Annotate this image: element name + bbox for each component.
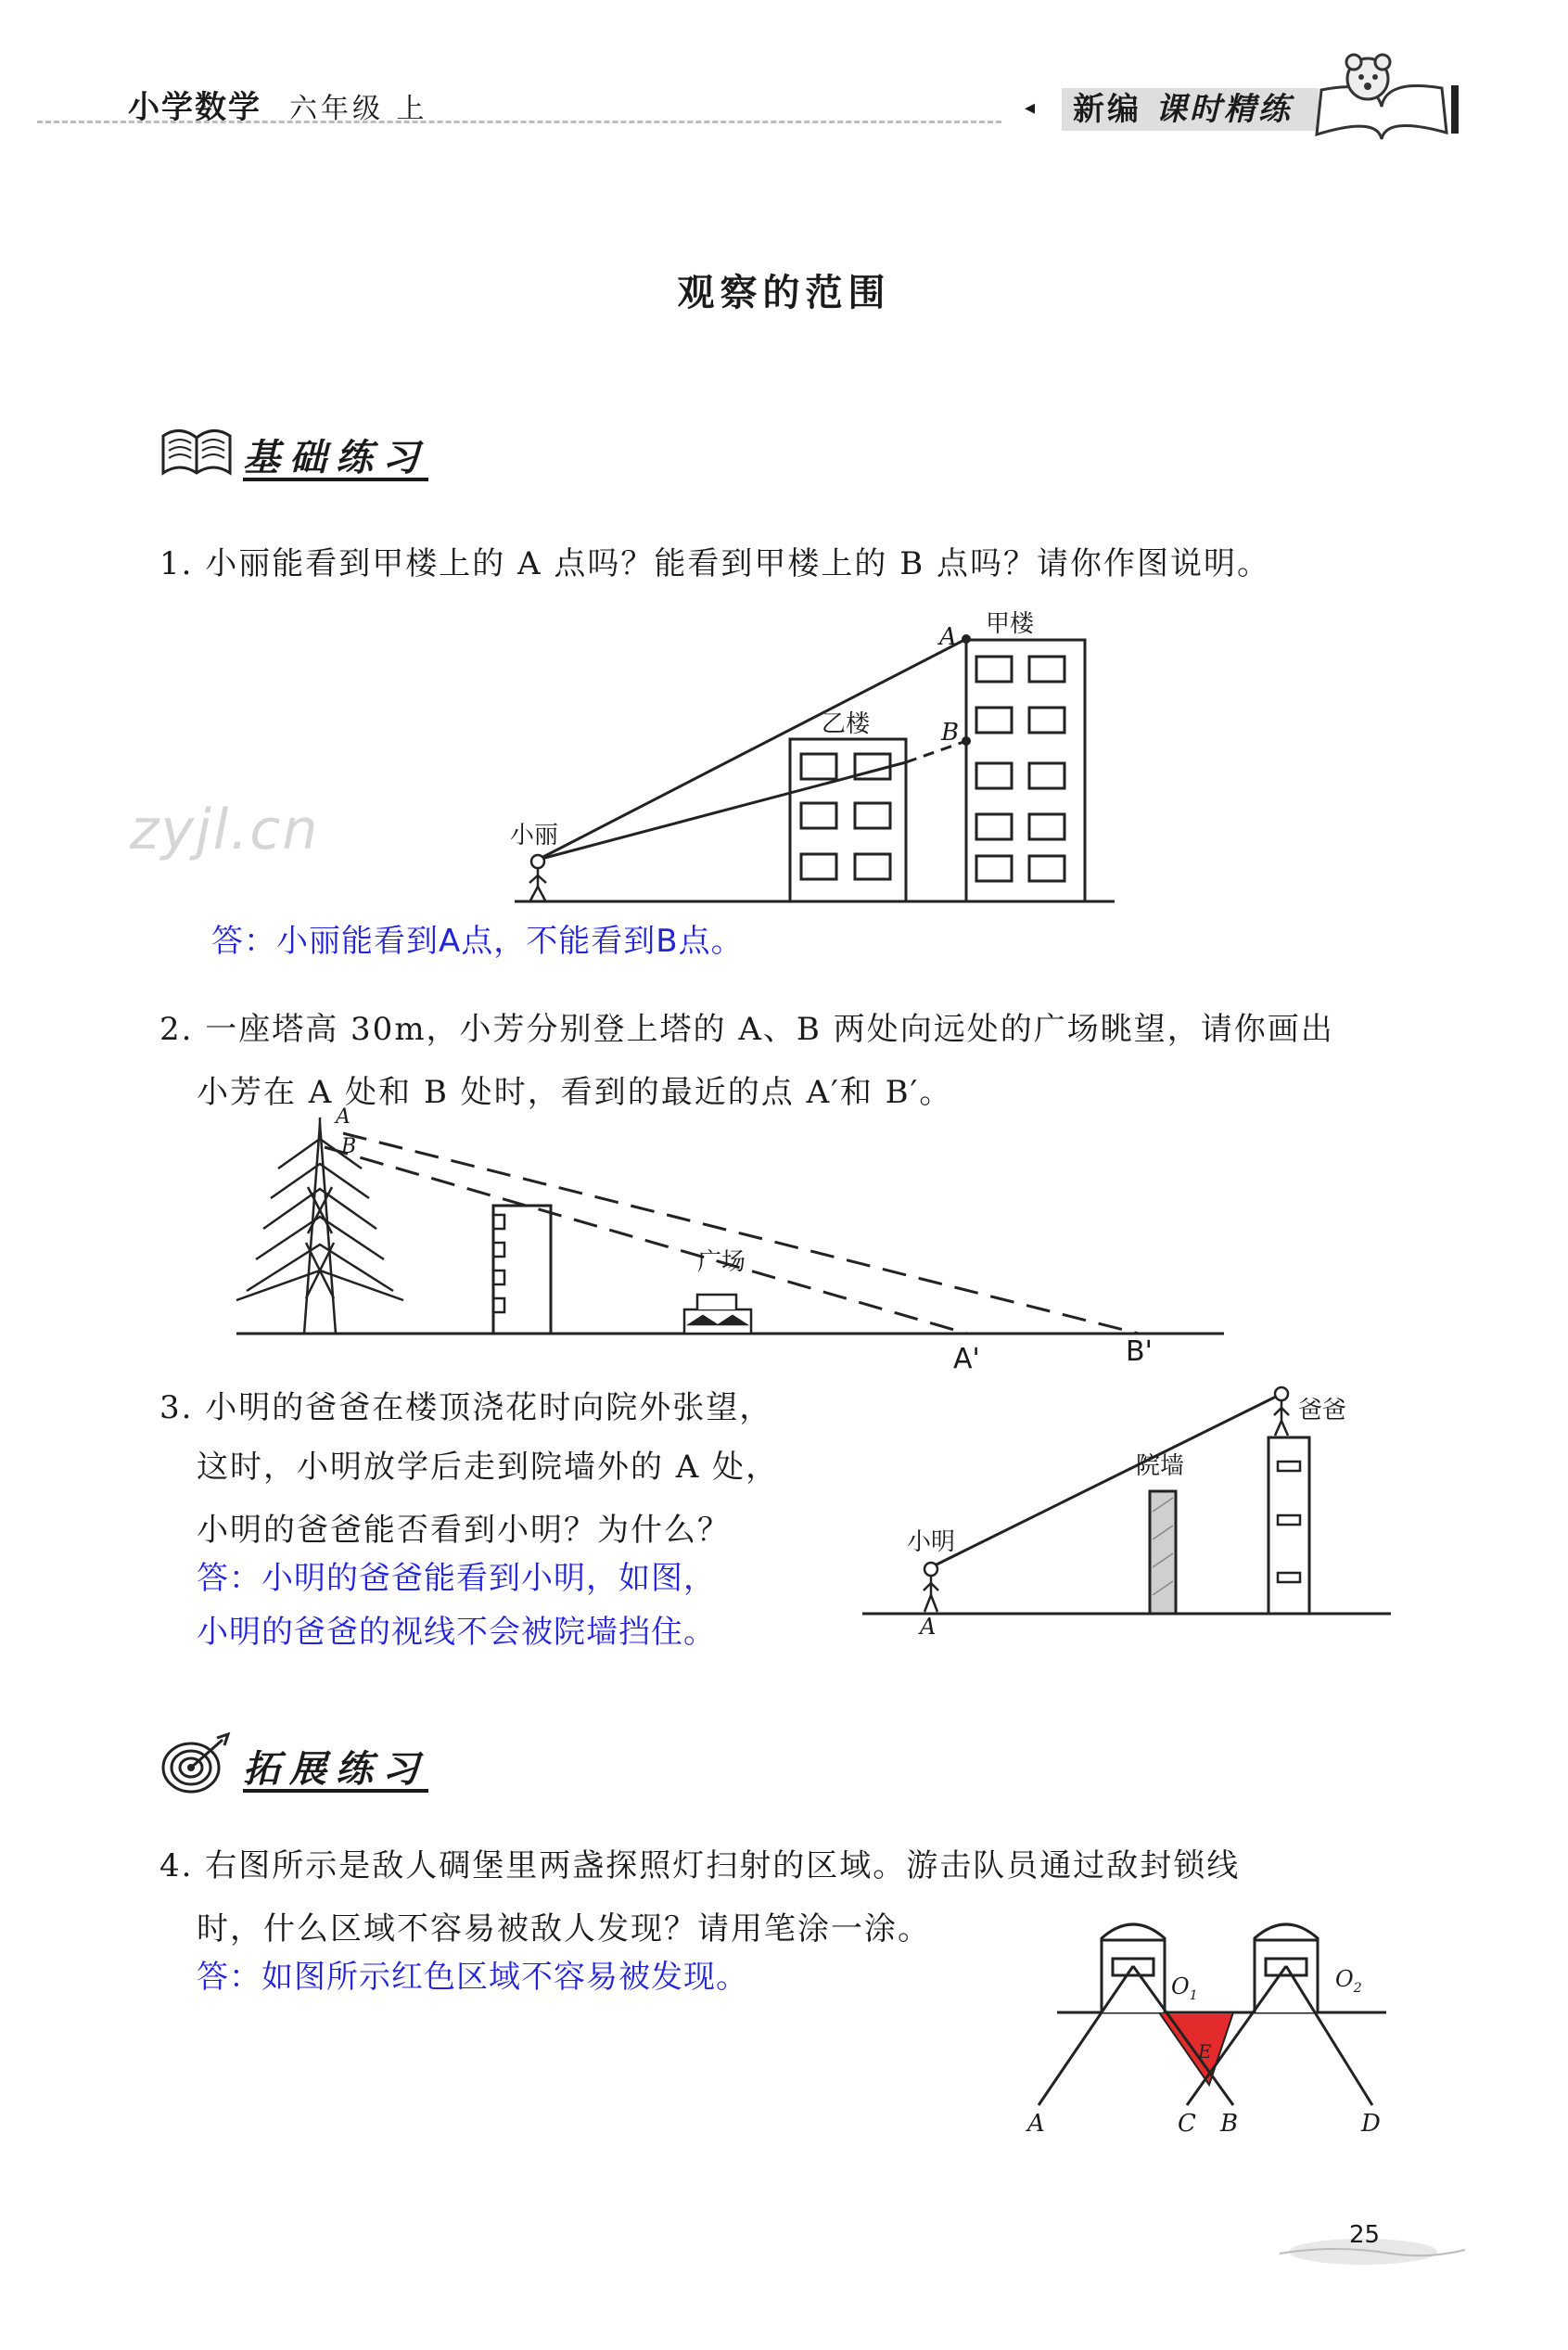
- question-4-line-1: 4. 右图所示是敌人碉堡里两盏探照灯扫射的区域。游击队员通过敌封锁线: [159, 1847, 1241, 1884]
- q3-label-a: A: [920, 1614, 937, 1640]
- label-building-yi: 乙楼: [822, 710, 871, 738]
- label-o2: $O_2$: [1335, 1966, 1362, 1996]
- label-e: E: [1198, 2040, 1212, 2063]
- label-xiaoming: 小明: [907, 1528, 956, 1556]
- label-square: 广场: [697, 1248, 746, 1276]
- label-c: C: [1178, 2110, 1196, 2138]
- question-3-line-2: 这时，小明放学后走到院墙外的 A 处，: [197, 1449, 780, 1486]
- section-extended-title: 拓展练习: [243, 1748, 428, 1791]
- page-number: 25: [1349, 2221, 1381, 2249]
- page-title: 观察的范围: [677, 272, 891, 314]
- series-name-a: 新编: [1073, 91, 1141, 128]
- q2-label-a: A: [336, 1105, 351, 1129]
- label-dad: 爸爸: [1298, 1397, 1347, 1424]
- label-b: B: [1220, 2110, 1239, 2138]
- label-a: A: [1027, 2110, 1045, 2138]
- watermark: zyjl.cn: [130, 798, 320, 862]
- book-name: 小学数学: [128, 89, 261, 126]
- label-b-prime: B': [1126, 1335, 1153, 1368]
- answer-4: 答：如图所示红色区域不容易被发现。: [197, 1959, 748, 1996]
- label-xiaoli: 小丽: [510, 822, 559, 849]
- section-basic-title: 基础练习: [243, 437, 428, 479]
- answer-3-line-1: 答：小明的爸爸能看到小明，如图，: [197, 1560, 716, 1597]
- grade-label: 六年级 上: [289, 93, 428, 125]
- question-2-line-1: 2. 一座塔高 30m，小芳分别登上塔的 A、B 两处向远处的广场眺望，请你画出: [159, 1011, 1334, 1048]
- label-d: D: [1361, 2110, 1381, 2138]
- label-building-jia: 甲楼: [986, 610, 1035, 638]
- label-point-b: B: [941, 719, 960, 747]
- answer-1: 答：小丽能看到A点，不能看到B点。: [211, 923, 744, 960]
- answer-3-line-2: 小明的爸爸的视线不会被院墙挡住。: [197, 1614, 716, 1651]
- question-3-line-1: 3. 小明的爸爸在楼顶浇花时向院外张望，: [159, 1389, 773, 1426]
- question-2-line-2: 小芳在 A 处和 B 处时，看到的最近的点 A′和 B′。: [197, 1074, 953, 1111]
- label-o1: $O_1$: [1171, 1973, 1198, 2003]
- question-1-text: 1. 小丽能看到甲楼上的 A 点吗？能看到甲楼上的 B 点吗？请你作图说明。: [159, 545, 1271, 582]
- series-name-b: 课时精练: [1154, 91, 1293, 128]
- q2-label-b: B: [341, 1135, 357, 1158]
- label-wall: 院墙: [1136, 1452, 1185, 1480]
- triangle-left-icon: ◂: [1025, 96, 1036, 120]
- label-a-prime: A': [953, 1343, 980, 1375]
- question-4-line-2: 时，什么区域不容易被敌人发现？请用笔涂一涂。: [197, 1910, 931, 1948]
- question-3-line-3: 小明的爸爸能否看到小明？为什么？: [197, 1512, 731, 1549]
- label-point-a: A: [939, 623, 957, 651]
